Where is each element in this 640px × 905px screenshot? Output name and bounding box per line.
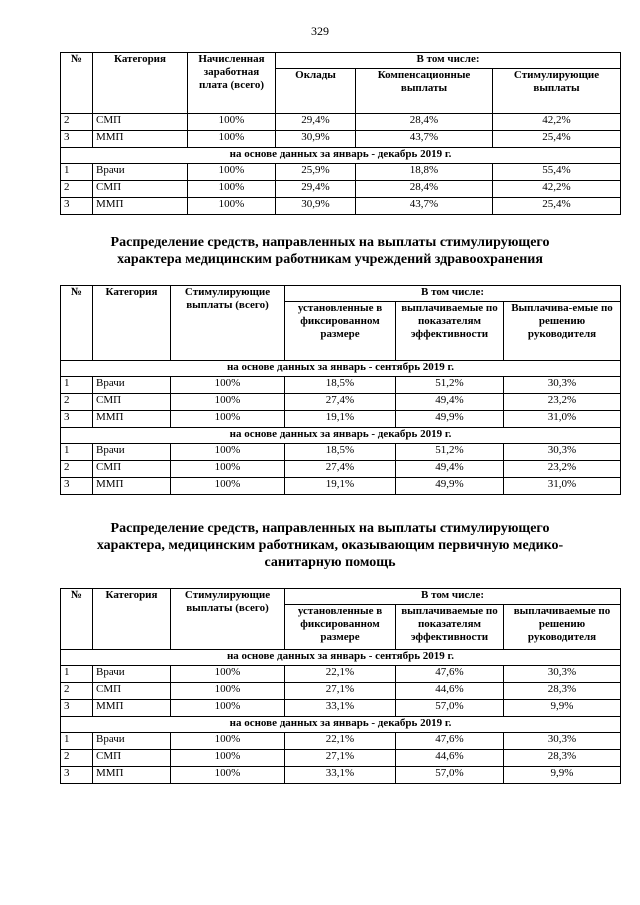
cell-total: 100% — [171, 461, 285, 478]
col-header-sub3: Стимулирующие выплаты — [493, 69, 621, 114]
cell-total: 100% — [188, 164, 276, 181]
col-header-including: В том числе: — [285, 589, 621, 605]
heading-line: санитарную помощь — [264, 555, 396, 570]
col-header-num: № — [61, 286, 93, 361]
cell-num: 2 — [61, 394, 93, 411]
table-row — [61, 411, 621, 428]
primary-care-incentive-table — [60, 588, 621, 784]
period-row: на основе данных за январь - декабрь 2019 г. — [61, 428, 621, 444]
col-header-sub2: Компенсационные выплаты — [356, 69, 493, 114]
cell-value: 18,5% — [285, 377, 396, 394]
table-row — [61, 394, 621, 411]
cell-value: 22,1% — [285, 666, 396, 683]
cell-value: 33,1% — [285, 767, 396, 784]
col-header-sub1: Оклады — [276, 69, 356, 114]
heading-line: Распределение средств, направленных на выплаты стимулирующего — [110, 521, 550, 536]
cell-value: 30,3% — [504, 733, 621, 750]
cell-value: 31,0% — [504, 411, 621, 428]
cell-value: 23,2% — [504, 394, 621, 411]
cell-value: 29,4% — [276, 181, 356, 198]
cell-num: 1 — [61, 444, 93, 461]
col-header-including: В том числе: — [285, 286, 621, 302]
cell-category: Врачи — [93, 733, 171, 750]
cell-value: 25,4% — [493, 131, 621, 148]
cell-value: 28,3% — [504, 750, 621, 767]
table-row — [61, 198, 621, 215]
cell-total: 100% — [188, 198, 276, 215]
page-number: 329 — [311, 24, 329, 38]
col-header-total: Стимулирующие выплаты (всего) — [171, 286, 285, 361]
col-header-category: Категория — [93, 286, 171, 361]
col-header-sub1: установленные в фиксированном размере — [285, 302, 396, 361]
table-row — [61, 683, 621, 700]
cell-category: ММП — [93, 700, 171, 717]
table-row — [61, 750, 621, 767]
cell-category: ММП — [93, 411, 171, 428]
cell-category: ММП — [93, 131, 188, 148]
cell-num: 3 — [61, 198, 93, 215]
cell-total: 100% — [171, 767, 285, 784]
cell-category: СМП — [93, 461, 171, 478]
cell-value: 9,9% — [504, 700, 621, 717]
cell-total: 100% — [171, 411, 285, 428]
cell-value: 49,9% — [396, 478, 504, 495]
cell-value: 27,4% — [285, 394, 396, 411]
table-row — [61, 444, 621, 461]
cell-value: 30,9% — [276, 198, 356, 215]
table-row — [61, 164, 621, 181]
cell-total: 100% — [171, 377, 285, 394]
cell-value: 47,6% — [396, 666, 504, 683]
cell-value: 49,9% — [396, 411, 504, 428]
period-row: на основе данных за январь - сентябрь 2019 г. — [61, 361, 621, 377]
cell-total: 100% — [171, 478, 285, 495]
cell-total: 100% — [171, 750, 285, 767]
period-row: на основе данных за январь - декабрь 2019 г. — [61, 717, 621, 733]
cell-value: 42,2% — [493, 114, 621, 131]
cell-value: 30,3% — [504, 444, 621, 461]
cell-value: 19,1% — [285, 478, 396, 495]
cell-total: 100% — [171, 666, 285, 683]
table-row — [61, 131, 621, 148]
cell-category: СМП — [93, 750, 171, 767]
cell-value: 22,1% — [285, 733, 396, 750]
cell-total: 100% — [188, 131, 276, 148]
section-heading-2 — [40, 234, 620, 268]
incentive-payments-table — [60, 285, 621, 495]
cell-value: 44,6% — [396, 750, 504, 767]
cell-total: 100% — [171, 733, 285, 750]
cell-value: 43,7% — [356, 198, 493, 215]
cell-value: 27,4% — [285, 461, 396, 478]
table-row — [61, 461, 621, 478]
cell-num: 3 — [61, 478, 93, 495]
cell-category: ММП — [93, 478, 171, 495]
cell-num: 1 — [61, 377, 93, 394]
table-row — [61, 700, 621, 717]
cell-value: 31,0% — [504, 478, 621, 495]
cell-value: 29,4% — [276, 114, 356, 131]
cell-num: 1 — [61, 666, 93, 683]
cell-num: 3 — [61, 700, 93, 717]
col-header-category: Категория — [93, 589, 171, 650]
table-row — [61, 478, 621, 495]
cell-value: 51,2% — [396, 377, 504, 394]
col-header-sub3: Выплачива-емые по решению руководителя — [504, 302, 621, 361]
cell-category: СМП — [93, 683, 171, 700]
period-row: на основе данных за январь - декабрь 2019 г. — [61, 148, 621, 164]
cell-value: 9,9% — [504, 767, 621, 784]
cell-value: 30,3% — [504, 377, 621, 394]
cell-value: 57,0% — [396, 767, 504, 784]
table-row — [61, 377, 621, 394]
col-header-sub3: выплачиваемые по решению руководителя — [504, 605, 621, 650]
cell-value: 18,5% — [285, 444, 396, 461]
table-row — [61, 181, 621, 198]
cell-total: 100% — [188, 181, 276, 198]
col-header-total: Начисленная заработная плата (всего) — [188, 53, 276, 114]
cell-total: 100% — [171, 444, 285, 461]
cell-num: 3 — [61, 411, 93, 428]
cell-num: 2 — [61, 181, 93, 198]
cell-value: 27,1% — [285, 750, 396, 767]
cell-value: 43,7% — [356, 131, 493, 148]
section-heading-3 — [40, 520, 620, 571]
period-row: на основе данных за январь - сентябрь 2019 г. — [61, 650, 621, 666]
cell-value: 28,4% — [356, 181, 493, 198]
cell-value: 28,3% — [504, 683, 621, 700]
cell-value: 30,3% — [504, 666, 621, 683]
cell-total: 100% — [171, 683, 285, 700]
cell-value: 23,2% — [504, 461, 621, 478]
heading-line: характера медицинским работникам учреждений здравоохранения — [117, 252, 543, 267]
cell-category: СМП — [93, 394, 171, 411]
col-header-category: Категория — [93, 53, 188, 114]
cell-value: 28,4% — [356, 114, 493, 131]
cell-num: 2 — [61, 114, 93, 131]
cell-total: 100% — [188, 114, 276, 131]
cell-value: 49,4% — [396, 394, 504, 411]
table-row — [61, 733, 621, 750]
cell-total: 100% — [171, 700, 285, 717]
cell-category: Врачи — [93, 666, 171, 683]
col-header-sub1: установленные в фиксированном размере — [285, 605, 396, 650]
cell-value: 42,2% — [493, 181, 621, 198]
cell-category: Врачи — [93, 164, 188, 181]
cell-category: СМП — [93, 181, 188, 198]
table-row — [61, 114, 621, 131]
cell-num: 2 — [61, 461, 93, 478]
cell-num: 3 — [61, 131, 93, 148]
heading-line: характера, медицинским работникам, оказывающим первичную медико- — [96, 538, 564, 553]
table-row — [61, 767, 621, 784]
cell-num: 1 — [61, 164, 93, 181]
cell-category: СМП — [93, 114, 188, 131]
cell-num: 1 — [61, 733, 93, 750]
col-header-including: В том числе: — [276, 53, 621, 69]
cell-value: 44,6% — [396, 683, 504, 700]
col-header-sub2: выплачиваемые по показателям эффективности — [396, 605, 504, 650]
cell-value: 30,9% — [276, 131, 356, 148]
cell-value: 51,2% — [396, 444, 504, 461]
cell-num: 3 — [61, 767, 93, 784]
cell-num: 2 — [61, 750, 93, 767]
heading-line: Распределение средств, направленных на выплаты стимулирующего — [110, 235, 550, 250]
cell-value: 25,9% — [276, 164, 356, 181]
col-header-sub2: выплачиваемые по показателям эффективности — [396, 302, 504, 361]
cell-num: 2 — [61, 683, 93, 700]
table-row — [61, 666, 621, 683]
cell-value: 19,1% — [285, 411, 396, 428]
col-header-num: № — [61, 53, 93, 114]
cell-value: 27,1% — [285, 683, 396, 700]
salary-structure-table — [60, 52, 621, 215]
cell-value: 33,1% — [285, 700, 396, 717]
cell-category: ММП — [93, 767, 171, 784]
cell-value: 49,4% — [396, 461, 504, 478]
cell-total: 100% — [171, 394, 285, 411]
cell-value: 57,0% — [396, 700, 504, 717]
col-header-num: № — [61, 589, 93, 650]
cell-category: ММП — [93, 198, 188, 215]
cell-value: 55,4% — [493, 164, 621, 181]
cell-value: 25,4% — [493, 198, 621, 215]
cell-value: 47,6% — [396, 733, 504, 750]
col-header-total: Стимулирующие выплаты (всего) — [171, 589, 285, 650]
cell-category: Врачи — [93, 377, 171, 394]
cell-value: 18,8% — [356, 164, 493, 181]
cell-category: Врачи — [93, 444, 171, 461]
